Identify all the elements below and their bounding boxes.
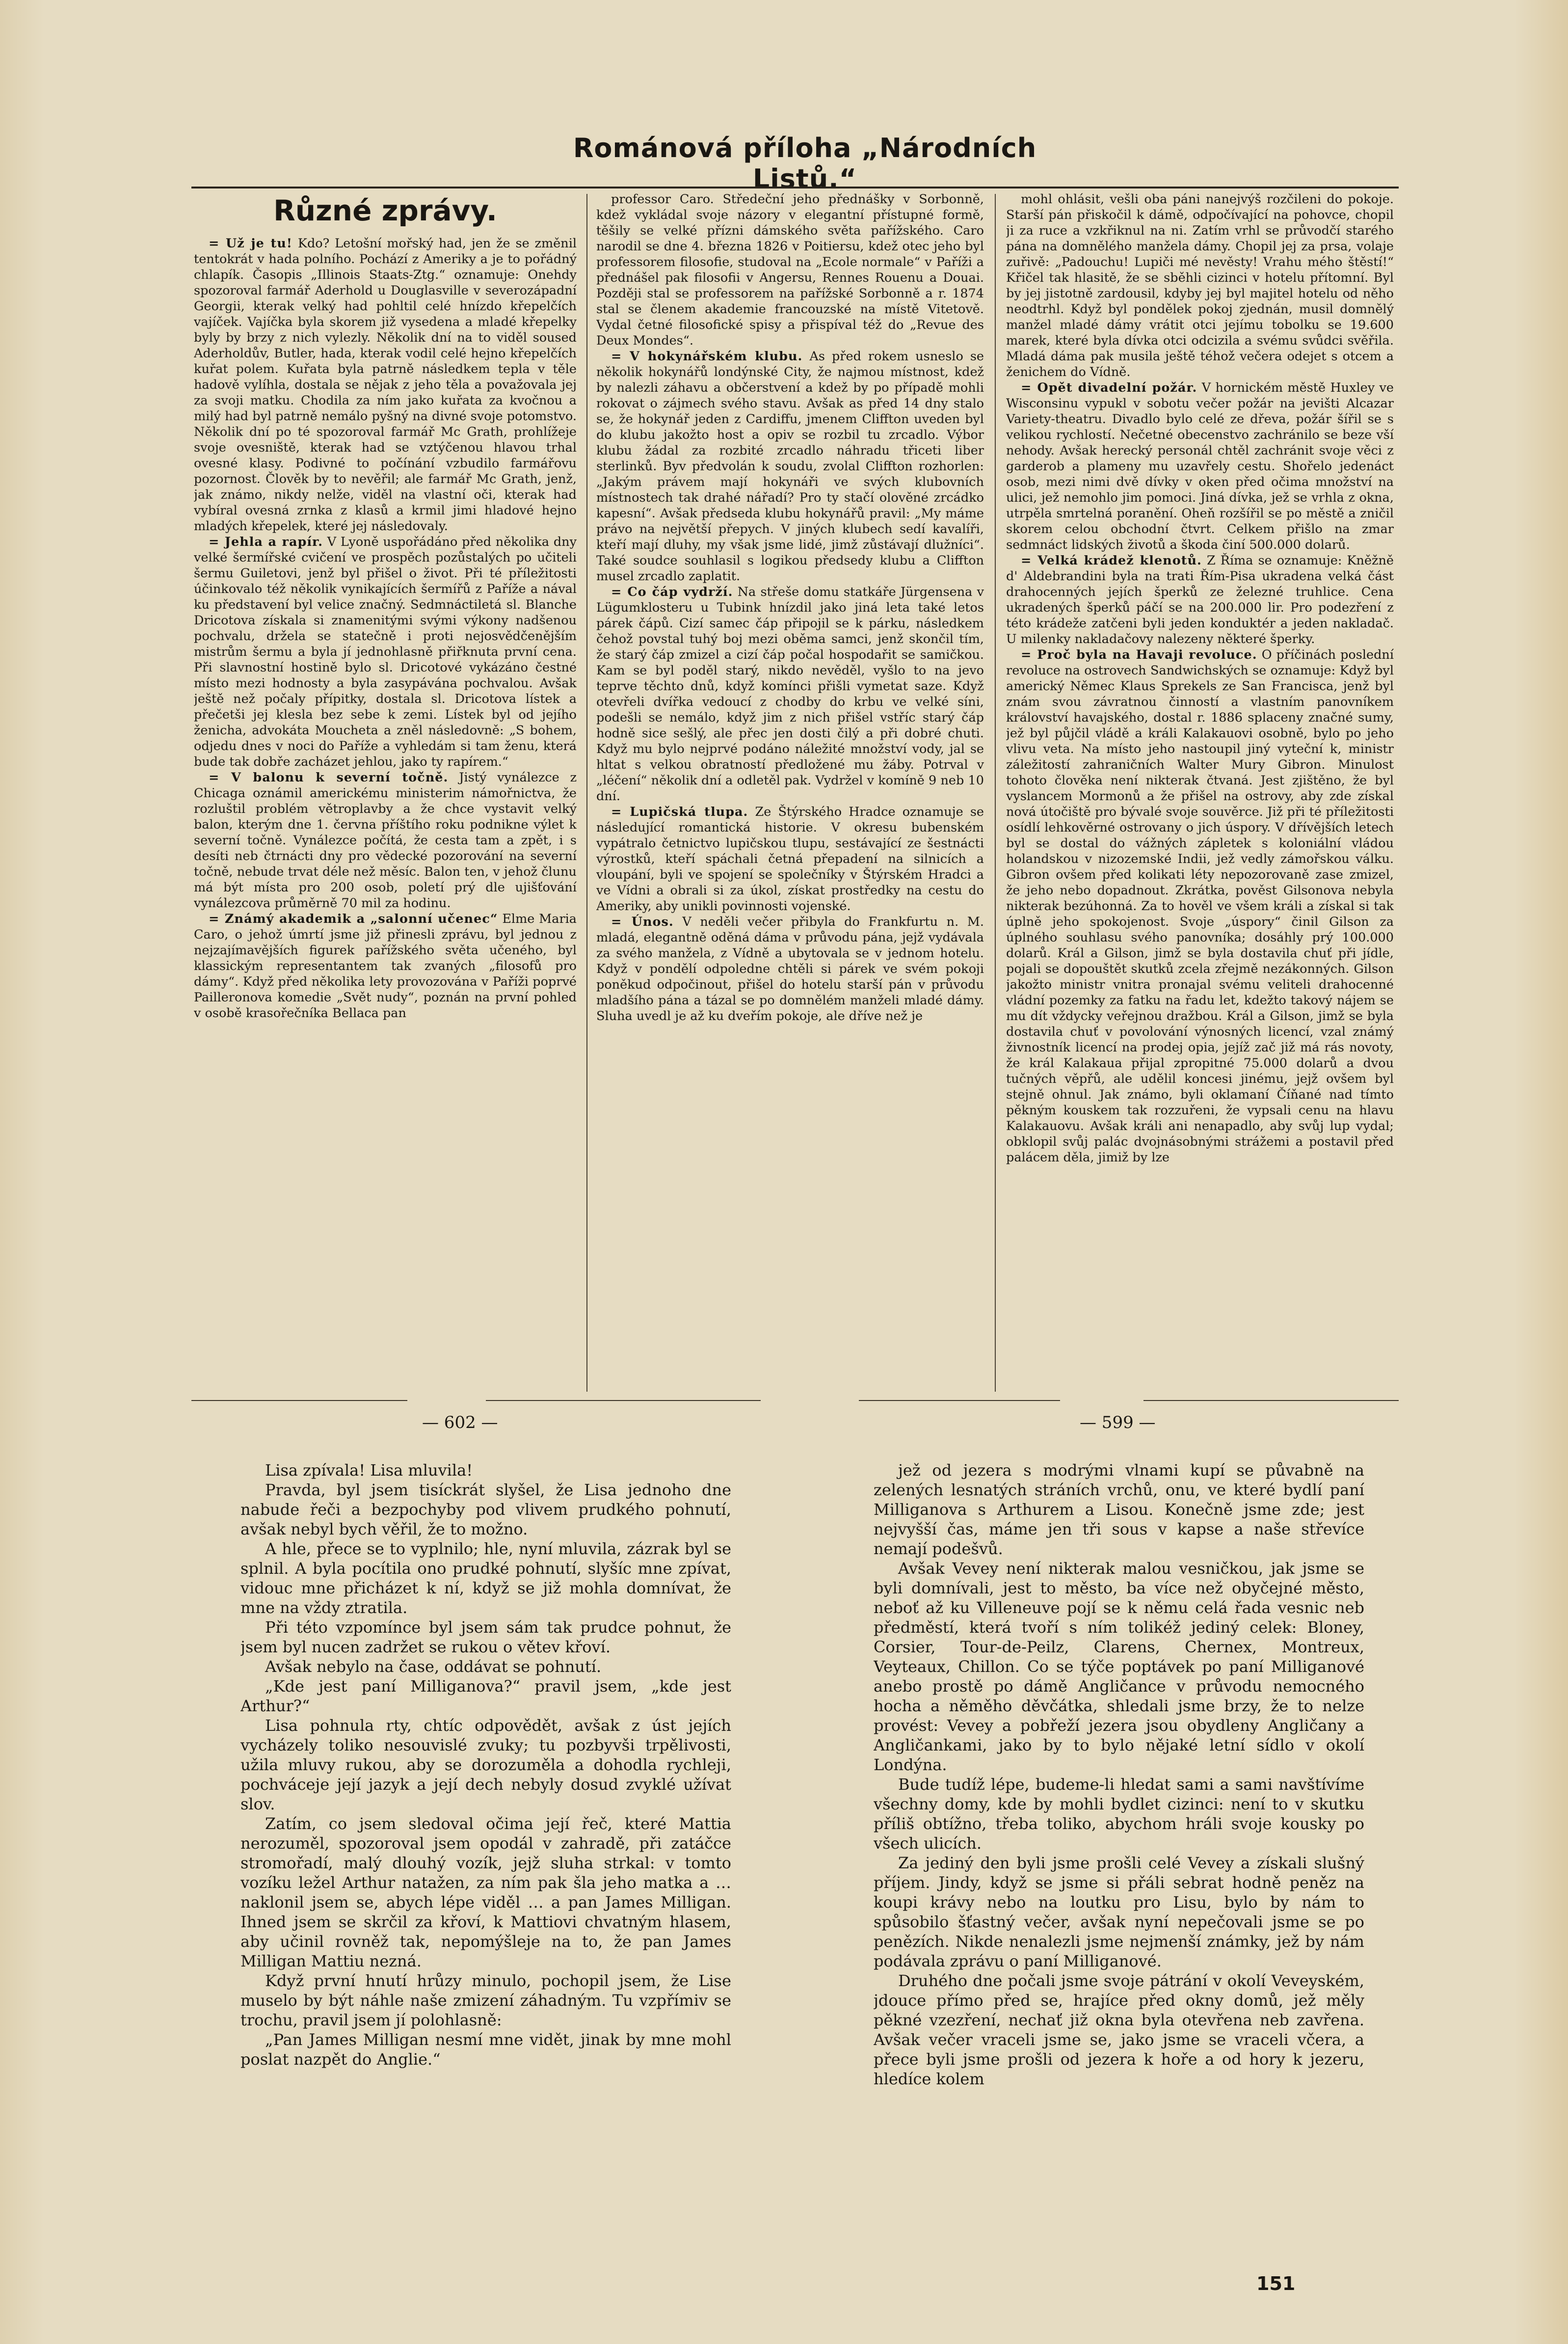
news-item [1006,647,1394,1165]
news-item-headline: = Únos. [611,915,674,929]
news-item [596,349,984,584]
news-item-text: mohl ohlásit, vešli oba páni nanejvýš rozčileni do pokoje. Starší pán přiskočil k dámě, odpočívající na pohovce, chopil ji za ruce a vzkřiknul na ni. Zatím vrhl se průvodčí starého pána na domnělého manžela dámy. Chopil jej za prsa, volaje zuřivě: „Padouchu! Lupiči mé nevěsty! Vrahu mého štěstí!“ Křičel tak hlasitě, že se sběhli cizinci v hotelu přítomní. Byl by jej jistotně zardousil, kdyby jej byl majitel hotelu od něho neodtrhl. Když byl pondělek pokoj zjednán, musil domnělý manžel mladé dámy vrátit otci jejímu tobolku se 19.600 marek, které byla dívka otci odcizila a svému svůdci svěřila. Mladá dáma pak musila ještě téhož večera odejet s otcem a ženichem do Vídně. [1006,192,1394,379]
news-item-headline: = Co čáp vydrží. [611,585,733,599]
story-paragraph: Pravda, byl jsem tisíckrát slyšel, že Lisa jednoho dne nabude řeči a bezpochyby pod vlivem prudkého pohnutí, avšak nebyl bych věřil, že to možno. [240,1481,731,1538]
news-item-text: V hornickém městě Huxley ve Wisconsinu vypukl v sobotu večer požár na jevišti Alcazar Variety-theatru. Divadlo bylo celé ze dřeva, požár šířil se s velikou rychlostí. Nečetné obecenstvo zachránilo se beze vší nehody. Avšak herecký personál chtěl zachránit svoje věci z garderob a plameny mu uzavřely cestu. Shořelo jedenáct osob, mezi nimi dvě dívky v oken před očima množství na ulici, jež nemohlo jim pomoci. Jiná dívka, jež se vrhla z okna, utrpěla smrtelná poranění. Oheň rozšířil se po městě a zničil skorem celou obchodní čtvrt. Celkem přišlo na zmar sedmnáct lidských životů a škoda činí 500.000 dolarů. [1006,380,1394,552]
news-item-text: Elme Maria Caro, o jehož úmrtí jsme již přinesli zprávu, byl jednou z nejzajímavějších figurek pařížského světa učeného, byl klassickým representantem tak zvaných „filosofů pro dámy“. Když před několika lety provozována v Paříži poprvé Pailleronova komedie „Svět nudy“, poznán na první pohled v osobě krasořečníka Bellaca pan [194,912,577,1021]
news-item-headline: = Lupičská tlupa. [611,805,748,819]
news-item-text: Ze Štýrského Hradce oznamuje se následující romantická historie. V okresu bubenském vypátralo četnictvo lupičskou tlupu, sestávající ze šestnácti výrostků, kteří spáchali četná přepadení na silnicích a vloupání, byli ve spojení se společníky v Štýrském Hradci a ve Vídni a obrali si za úkol, získat prostředky na cestu do Ameriky, aby unikli povinnosti vojenské. [596,805,984,914]
column-3 [1006,191,1394,1419]
news-item-headline: = Velká krádež klenotů. [1021,553,1202,568]
story-column-left [240,1460,731,2324]
page-number-left: — 602 — [422,1413,498,1432]
separator-rule [1143,1400,1399,1401]
folio-number: 151 [1256,2273,1296,2294]
news-item-headline: = Proč byla na Havaji revoluce. [1021,647,1257,662]
story-paragraph: Druhého dne počali jsme svoje pátrání v okolí Veveyském, jdouce přímo před se, hrajíce před okny domů, jež měly pěkné vzezření, nechať již okna byla otevřena neb zavřena. Avšak večer vraceli jsme se, jako jsme se vraceli včera, a přece byli jsme prošli od jezera k hoře a od hory k jezeru, hledíce kolem [874,1971,1364,2088]
news-item-headline: = Jehla a rapír. [209,535,323,549]
separator-rule [191,1400,407,1401]
news-item-text: Na střeše domu statkáře Jürgensena v Lügumklosteru u Tubink hnízdil jako jiná leta také letos párek čápů. Cizí samec čáp připojil se k párku, následkem čehož povstal tuhý boj mezi oběma samci, jenž skončil tím, že starý čáp zmizel a cizí čáp počal hospodařit se samičkou. Kam se byl poděl starý, nikdo nevěděl, vyšlo to na jevo teprve těchto dnů, když komínci přišli vymetat saze. Když otevřeli dvířka vedoucí z chodby do krbu ve velké síni, podešli se nemálo, když jim z nich přišel vstříc starý čáp hodně sice sešlý, ale přec jen dosti čilý a při dobré chuti. Když mu bylo nejprvé podáno náležité množství vody, jal se hltat s velkou obratností předložené mu žáby. Potrval v „léčení“ několik dní a odletěl pak. Vydržel v komíně 9 neb 10 dní. [596,585,984,804]
story-paragraph: Avšak nebylo na čase, oddávat se pohnutí. [265,1657,602,1676]
news-item [1006,553,1394,647]
news-item-headline: = V balonu k severní točně. [209,770,449,785]
story-paragraph: Když první hnutí hrůzy minulo, pochopil jsem, že Lise muselo by být náhle naše zmizení záhadným. Tu vzpřímiv se trochu, pravil jsem jí polohlasně: [240,1971,731,2029]
news-item-text: O příčinách poslední revoluce na ostrovech Sandwichských se oznamuje: Když byl americký Němec Klaus Sprekels ze San Francisca, jenž byl znám svou závratnou činností a vlastním panovníkem království havajského, dostal r. 1886 splaceny značné sumy, jež byl půjčil vládě a králi Kalakauovi osobně, bylo po jeho vlivu veta. Na místo jeho nastoupil jiný vyteční k, ministr záležitostí zahraničních Walter Mury Gibron. Minulost tohoto člověka není nikterak čtvaná. Jest zjištěno, že byl vyslancem Mormonů a že přišel na ostrovy, aby zde získal nová útočiště pro bývalé svoje souvěrce. Již při té příležitosti osídlí lehkověrné ostrovany o jich úspory. V dřívějších letech byl se dostal do vážných zápletek s koloniální vládou holandskou v nizozemské Indii, jež vedly zámořskou válku. Gibron ovšem před kolikati léty nepozorovaně zase zmizel, že jeho nebo dopadnout. Zkrátka, pověst Gilsonova nebyla nikterak bezúhonná. Za to hověl ve všem králi a získal si tak úplně jeho spokojenost. Svoje „úspory“ činil Gilson za úplného souhlasu svého panovníka; dosáhly prý 100.000 dolarů. Král a Gilson, jimž se byla dostavila chuť při jídle, pojali se dopouštět skutků zcela zřejmě nezákonných. Gilson jakožto ministr vnitra pronajal svému veliteli drahocenné vládní pozemky za fatku na řadu let, kdežto takový nájem se mu dít vždycky veřejnou dražbou. Král a Gilson, jimž se byla dostavila chuť v povolování výnosných licencí, vzal známý živnostník licencí na prodej opia, jejíž zač již má rás novoty, že král Kalakaua přijal zpropitné 75.000 dolarů a dvou tučných věpřů, ale udělil koncesi jinému, jejž ovšem byl stejně ohnul. Jak známo, byli oklamaní Číňané nad tímto pěkným kouskem tak rozzuřeni, že vypsali cenu na hlavu Kalakauovu. Avšak králi ani nenapadlo, aby svůj lup vydal; obklopil svůj palác dvojnásobnými strážemi a postavil před palácem děla, jimiž by lze [1006,647,1394,1165]
story-paragraph: jež od jezera s modrými vlnami kupí se půvabně na zelených lesnatých stráních vrchů, onu, ve které bydlí paní Milliganova s Arthurem a Lisou. Konečně jsme zde; jest nejvyšší čas, máme jen tři sous v kapse a naše střevíce nemají podešvů. [874,1461,1364,1558]
news-item [194,236,577,534]
story-paragraph: Při této vzpomínce byl jsem sám tak prudce pohnut, že jsem byl nucen zadržet se rukou o větev křoví. [240,1618,731,1656]
news-item [194,911,577,1021]
column-2-articles [596,191,984,1024]
section-title: Různé zprávy. [273,194,497,227]
separator-rule [859,1400,1060,1401]
news-item [1006,380,1394,553]
separator-rule [486,1400,761,1401]
news-item-headline: = Už je tu! [209,236,292,251]
story-paragraph: A hle, přece se to vyplnilo; hle, nyní mluvila, zázrak byl se splnil. A byla pocítila ono prudké pohnutí, slyšíc mne zpívat, vidouc mne přicházet k ní, když se již mohla domnívat, že mne na vždy ztratila. [240,1539,731,1617]
story-paragraph: Lisa pohnula rty, chtíc odpovědět, avšak z úst jejích vycházely toliko nesouvislé zvuky; tu pozbyvši trpělivosti, užila mluvy rukou, aby se dorozuměla a dohodla rychleji, pochváceje její jazyk a její dech nebyly dosud zvyklé užívat slov. [240,1716,731,1813]
story-paragraph: „Pan James Milligan nesmí mne vidět, jinak by mne mohl poslat nazpět do Anglie.“ [240,2030,731,2069]
news-item [194,534,577,770]
column-divider [586,194,587,1392]
news-item [596,804,984,914]
news-item-text: Kdo? Letošní mořský had, jen že se změnil tentokrát v hada polního. Pochází z Ameriky a je to pořádný chlapík. Časopis „Illinois Staats-Ztg.“ oznamuje: Onehdy spozoroval farmář Aderhold u Douglasville v severozápadní Georgii, kterak velký had pohltil celé hnízdo křepelčích vajíček. Vajíčka byla skorem již vysedena a mladé křepelky byly by brzy z nich vylezly. Několik dní na to viděl soused Aderholdův, Butler, hada, kterak vodil celé hejno křepelčích kuřat polem. Kuřata byla patrně následkem tepla v těle hadově vylíhla, dostala se nějak z jeho těla a považovala jej za svoji matku. Chodila za ním jako kuřata za kvočnou a milý had byl patrně nemálo pyšný na divné svoje potomstvo. Několik dní po té spozoroval farmář Mc Grath, prohlížeje svoje ovesniště, kterak had se vztýčenou hlavou trhal ovesné klasy. Podivné to počínání vzbudilo farmářovu pozornost. Člověk by to nevěřil; ale farmář Mc Grath, jenž, jak známo, nikdy nelže, viděl na vlastní oči, kterak had vybíral ovesná zrnka z klasů a krmil jimi hladové hejno mladých křepelek, které jej následovaly. [194,236,577,534]
column-2 [596,191,984,1419]
news-item-text: Z Říma se oznamuje: Kněžně d' Aldebrandini byla na trati Řím-Pisa ukradena velká část drahocenných jejích šperků ze železné truhlice. Cena ukradených šperků páčí se na 200.000 lir. Pro podezření z této krádeže zatčeni byli jeden konduktér a jeden nakladač. U milenky nakladačovy nalezeny některé šperky. [1006,553,1394,647]
news-item [596,191,984,349]
story-paragraph: Lisa zpívala! Lisa mluvila! [265,1461,473,1480]
news-item-headline: = Opět divadelní požár. [1021,380,1197,395]
news-item-text: professor Caro. Středeční jeho přednášky v Sorbonně, kdež vykládal svoje názory v elegantní přístupné formě, těšily se velké přízni dámského světa pařížského. Caro narodil se dne 4. března 1826 v Poitiersu, kdež otec jeho byl professorem filosofie, studoval na „Ecole normale“ v Paříži a přednášel pak filosofii v Angersu, Rennes Rouenu a Douai. Později stal se professorem na pařížské Sorbonně a r. 1874 stal se členem akademie francouzské na místě Vitetově. Vydal četné filosofické spisy a přispíval též do „Revue des Deux Mondes“. [596,192,984,348]
news-item [596,584,984,804]
news-item-headline: = V hokynářském klubu. [611,349,803,364]
column-3-articles [1006,191,1394,1165]
news-item-text: V Lyoně uspořádáno před několika dny velké šermířské cvičení ve prospěch pozůstalých po učiteli šermu Guiletovi, jenž byl přišel o život. Při té příležitosti účinkovalo též několik vynikajících šermířů z Paříže a nával ku představení byl velice značný. Sedmnáctiletá sl. Blanche Dricotova získala si znamenitými svými výkony nadšenou pochvalu, držela se statečně i proti nejosvědčenějším mistrům šermu a byla jí jednohlasně přiřknuta první cena. Při slavnostní hostině bylo sl. Dricotové vykázáno čestné místo mezi hodnosty a byla zasypávána pochvalou. Avšak ještě než počaly přípitky, dostala sl. Dricotova lístek a přečetši jej klesla bez sebe k zemi. Lístek byl od jejího ženicha, advokáta Moucheta a zněl následovně: „S bohem, odjedu dnes v noci do Paříže a vyhledám si tam ženu, která bude tak dobře zacházet jehlou, jako ty rapírem.“ [194,535,577,769]
page-edge-stain-right [1514,0,1568,2344]
column-1-articles [194,236,577,1021]
masthead-rule [191,187,1399,189]
story-paragraph: „Kde jest paní Milliganova?“ pravil jsem, „kde jest Arthur?“ [240,1677,731,1715]
page-number-right: — 599 — [1080,1413,1156,1432]
news-item [596,914,984,1024]
story-paragraph: Zatím, co jsem sledoval očima její řeč, které Mattia nerozuměl, spozoroval jsem opodál v zahradě, při zatáčce stromořadí, malý dlouhý vozík, jejž sluha strkal: v tomto vozíku ležel Arthur natažen, za ním pak šla jeho matka a … naklonil jsem se, abych lépe viděl … a pan James Milligan. Ihned jsem se skrčil za křoví, k Mattiovi chvatným hlasem, aby učinil rovněž tak, nepomýšleje na to, že pan James Milligan Mattiu nezná. [240,1814,731,1970]
page-edge-shadow-left [0,0,44,2344]
news-item-text: As před rokem usneslo se několik hokynářů londýnské City, že najmou místnost, kdež by nalezli záhavu a občerstvení a kdež by po případě mohli rokovat o zájmech svého stavu. Avšak as před 14 dny stalo se, že hokynář jeden z Cardiffu, jmenem Cliffton uveden byl do klubu jakožto host a opiv se rozbil tu zrcadlo. Výbor klubu žádal za rozbité zrcadlo náhradu třiceti liber sterlinků. Byv předvolán k soudu, zvolal Cliffton rozhorlen: „Jakým právem mají hokynáři ve svých klubovních místnostech tak drahé nářadí? Pro ty stačí olověné zrcádko kapesní“. Avšak předseda klubu hokynářů pravil: „My máme právo na největší přepych. V jiných klubech sedí kavalíři, kteří mají dluhy, my však jsme lidé, jimž zůstávají dlužníci“. Také soudce souhlasil s logikou předsedy klubu a Cliffton musel zrcadlo zaplatit. [596,349,984,584]
story-paragraph: Bude tudíž lépe, budeme-li hledat sami a sami navštívíme všechny domy, kde by mohli bydlet cizinci: není to v skutku příliš obtížno, třeba toliko, abychom hráli svoje kousky po všech ulicích. [874,1775,1364,1853]
story-paragraph: Avšak Vevey není nikterak malou vesničkou, jak jsme se byli domnívali, jest to město, ba více než obyčejné město, neboť až ku Villeneuve pojí se k němu celá řada vesnic neb předměstí, která tvoří s ním tolikéž jediný celek: Bloney, Corsier, Tour-de-Peilz, Clarens, Chernex, Montreux, Veyteaux, Chillon. Co se týče poptávek po paní Milliganové anebo prostě po dámě Angličance v průvodu nemocného hocha a něměho děvčátka, shledali jsme brzy, že to nelze provést: Vevey a pobřeží jezera jsou obydleny Angličany a Angličankami, jako by to bylo nějaké letní sídlo v okolí Londýna. [874,1559,1364,1774]
news-item [1006,191,1394,380]
masthead: Románová příloha „Národních Listů.“ [573,133,1037,194]
news-item-text: V neděli večer přibyla do Frankfurtu n. M. mladá, elegantně oděná dáma v průvodu pána, jejž vydávala za svého manžela, z Vídně a ubytovala se v jednom hotelu. Když v pondělí odpoledne chtěli si párek ve svém pokoji poněkud odpočinout, přišel do hotelu starší pán v průvodu mladšího pána a tázal se po domnělém manželi mladé dámy. Sluha uvedl je až ku dveřím pokoje, ale dříve než je [596,915,984,1024]
column-divider [995,194,996,1392]
story-paragraph: Za jediný den byli jsme prošli celé Vevey a získali slušný příjem. Jindy, když se jsme si přáli sebrat hodně peněz na koupi krávy nebo na loutku pro Lisu, bylo by nám to spůsobilo šťastný večer, avšak nyní nepečovali jsme se po penězích. Nikde nenalezli jsme nejmenší známky, jež by nám podávala zprávu o paní Milliganové. [874,1854,1364,1970]
news-item-text: Jistý vynálezce z Chicaga oznámil americkému ministerim námořnictva, že rozluštil problém větroplavby a že chce vystavit velký balon, kterým dne 1. června příštího roku podnikne výlet k severní točně. Vynálezce počítá, že cesta tam a zpět, i s desíti neb čtrnácti dny pro vědecké pozorování na severní točně, nebude trvat déle než měsíc. Balon ten, v jehož člunu má být místa pro 200 osob, poletí prý dle ujišťování vynálezcova průměrně 70 mil za hodinu. [194,770,577,911]
story-column-right [874,1460,1364,2324]
news-item-headline: = Známý akademik a „salonní učenec“ [209,912,498,926]
news-item [194,770,577,911]
column-1 [194,191,577,1419]
